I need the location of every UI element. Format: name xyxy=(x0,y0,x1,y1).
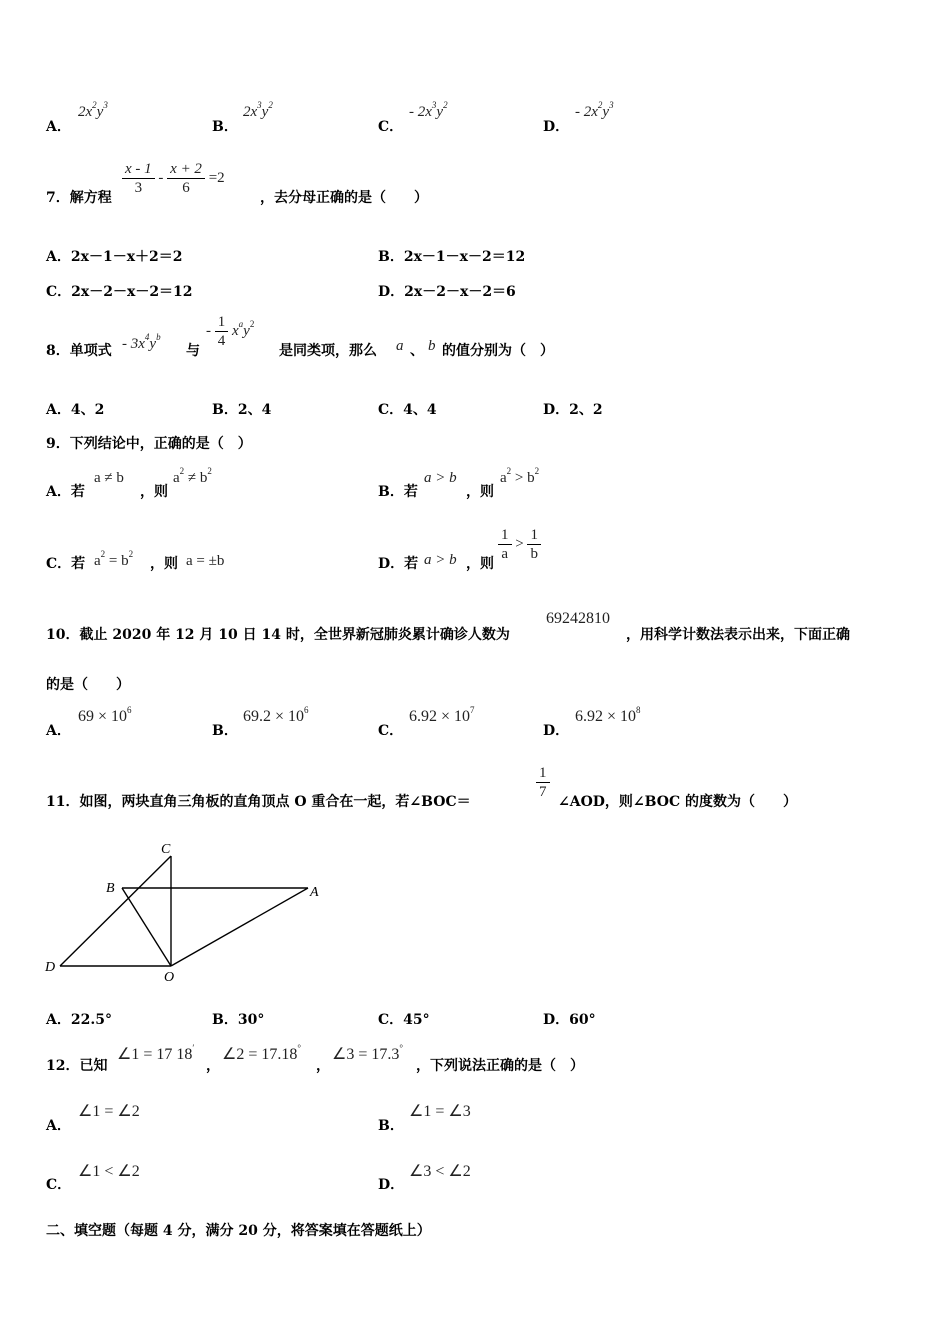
q6-option-d-label: D． xyxy=(543,119,570,135)
q12-angle-2: ∠2 = 17.18° xyxy=(222,1043,301,1063)
q11-figure xyxy=(40,840,340,985)
q7-option-d: D．2x－2－x－2＝6 xyxy=(378,284,516,300)
q12-option-b-label: B． xyxy=(378,1118,404,1134)
q7-prefix: 7．解方程 xyxy=(46,190,112,206)
q10-line1-prefix: 10．截止 2020 年 12 月 10 日 14 时，全世界新冠肺炎累计确诊人数为 xyxy=(46,627,510,643)
point-a-label: A xyxy=(310,885,319,900)
q9-option-a-cond: a ≠ b xyxy=(94,470,124,486)
q9-option-a-then: ，则 xyxy=(140,484,168,500)
q8-sep: 、 xyxy=(410,343,424,359)
q9-option-d-label: D．若 xyxy=(378,556,419,572)
q8-option-b: B．2、4 xyxy=(212,402,272,418)
q11-suffix: ∠AOD，则∠BOC 的度数为（ ） xyxy=(558,794,797,810)
q12-option-d-expr: ∠3 < ∠2 xyxy=(409,1163,471,1180)
q9-option-a-label: A．若 xyxy=(46,484,85,500)
q10-option-c-label: C． xyxy=(378,723,404,739)
q12-suffix: ，下列说法正确的是（ ） xyxy=(416,1058,584,1074)
q7-option-b: B．2x－1－x－2＝12 xyxy=(378,249,526,265)
q12-option-a-expr: ∠1 = ∠2 xyxy=(78,1103,140,1120)
q12-angle-1: ∠1 = 17 18′ xyxy=(117,1043,195,1063)
q7-suffix: ，去分母正确的是（ ） xyxy=(260,190,428,206)
q8-monomial-2: - $\frac{1}{4}$ $x^ay^2$ xyxy=(206,314,255,349)
q9-option-d-result: $\frac{1}{a}$ > $\frac{1}{b}$ xyxy=(498,526,541,563)
q9-option-b-cond: a > b xyxy=(424,470,457,486)
q10-number: 69242810 xyxy=(546,610,610,627)
point-d-label: D xyxy=(45,960,56,975)
q12-option-c-label: C． xyxy=(46,1177,72,1193)
q7-equation: $\frac{x - 1}{3}$ - $\frac{x + 2}{6}$ =2 xyxy=(122,160,225,197)
q9-option-b-result: $a^2 > b^2$ xyxy=(500,466,540,486)
q12-option-a-label: A． xyxy=(46,1118,71,1134)
q10-option-d-label: D． xyxy=(543,723,570,739)
q6-option-b-label: B． xyxy=(212,119,238,135)
q11-option-b: B．30° xyxy=(212,1012,265,1028)
q11-prefix: 11．如图，两块直角三角板的直角顶点 O 重合在一起，若∠BOC＝ xyxy=(46,794,471,810)
q10-option-d-expr: $6.92 \times 10^8$ xyxy=(575,705,641,725)
q6-option-c-label: C． xyxy=(378,119,404,135)
q10-line2: 的是（ ） xyxy=(46,677,130,693)
line-dc xyxy=(60,856,171,966)
section-2-title: 二、填空题（每题 4 分，满分 20 分，将答案填在答题纸上） xyxy=(46,1223,431,1239)
q10-option-c-expr: $6.92 \times 10^7$ xyxy=(409,705,475,725)
q11-fraction: $\frac{1}{7}$ xyxy=(536,764,550,801)
q12-option-d-label: D． xyxy=(378,1177,405,1193)
q8-option-d: D．2、2 xyxy=(543,402,603,418)
q9-option-c-then: ，则 xyxy=(150,556,178,572)
q12-angle-3: ∠3 = 17.3° xyxy=(332,1043,403,1063)
q6-option-c-expr: - $2x^3y^2$ xyxy=(409,100,448,120)
q9-option-d-cond: a > b xyxy=(424,552,457,568)
q10-option-a-label: A． xyxy=(46,723,71,739)
q9-option-d-then: ，则 xyxy=(466,556,494,572)
point-b-label: B xyxy=(106,881,115,896)
q9-option-c-label: C．若 xyxy=(46,556,86,572)
q12-prefix: 12．已知 xyxy=(46,1058,108,1074)
point-o-label: O xyxy=(164,970,175,985)
q11-option-d: D．60° xyxy=(543,1012,596,1028)
q8-mid: 是同类项，那么 xyxy=(279,343,377,359)
q6-option-a-expr: $2x^2y^3$ xyxy=(78,100,108,120)
q6-option-d-expr: - $2x^2y^3$ xyxy=(575,100,614,120)
q8-monomial-1: - $3x^4y^b$ xyxy=(122,332,161,352)
q8-prefix: 8．单项式 xyxy=(46,343,112,359)
q9-option-c-result: a = ±b xyxy=(186,553,225,569)
q10-option-b-label: B． xyxy=(212,723,238,739)
q6-option-b-expr: $2x^3y^2$ xyxy=(243,100,273,120)
q8-option-c: C．4、4 xyxy=(378,402,437,418)
q7-option-c: C．2x－2－x－2＝12 xyxy=(46,284,193,300)
q12-comma-2: ， xyxy=(316,1058,330,1074)
q8-var-b: b xyxy=(428,338,436,354)
q9-option-a-result: $a^2 \ne b^2$ xyxy=(173,466,212,486)
q9-option-b-label: B．若 xyxy=(378,484,418,500)
q8-with: 与 xyxy=(186,343,200,359)
q10-option-b-expr: $69.2 \times 10^6$ xyxy=(243,705,309,725)
q7-option-a: A．2x－1－x＋2＝2 xyxy=(46,249,183,265)
line-bo xyxy=(122,888,171,966)
point-c-label: C xyxy=(161,842,171,857)
q9-stem: 9．下列结论中，正确的是（ ） xyxy=(46,436,252,452)
q10-line1-suffix: ，用科学计数法表示出来，下面正确 xyxy=(626,627,850,643)
line-ao xyxy=(171,888,308,966)
q9-option-c-cond: $a^2 = b^2$ xyxy=(94,549,134,569)
q8-suffix: 的值分别为（ ） xyxy=(442,343,554,359)
q11-option-a: A．22.5° xyxy=(46,1012,112,1028)
q8-var-a: a xyxy=(396,338,404,354)
q6-option-a-label: A． xyxy=(46,119,71,135)
q12-option-b-expr: ∠1 = ∠3 xyxy=(409,1103,471,1120)
q12-comma-1: ， xyxy=(206,1058,220,1074)
q10-option-a-expr: $69 \times 10^6$ xyxy=(78,705,132,725)
q11-option-c: C．45° xyxy=(378,1012,430,1028)
q9-option-b-then: ，则 xyxy=(466,484,494,500)
q8-option-a: A．4、2 xyxy=(46,402,105,418)
q12-option-c-expr: ∠1 < ∠2 xyxy=(78,1163,140,1180)
